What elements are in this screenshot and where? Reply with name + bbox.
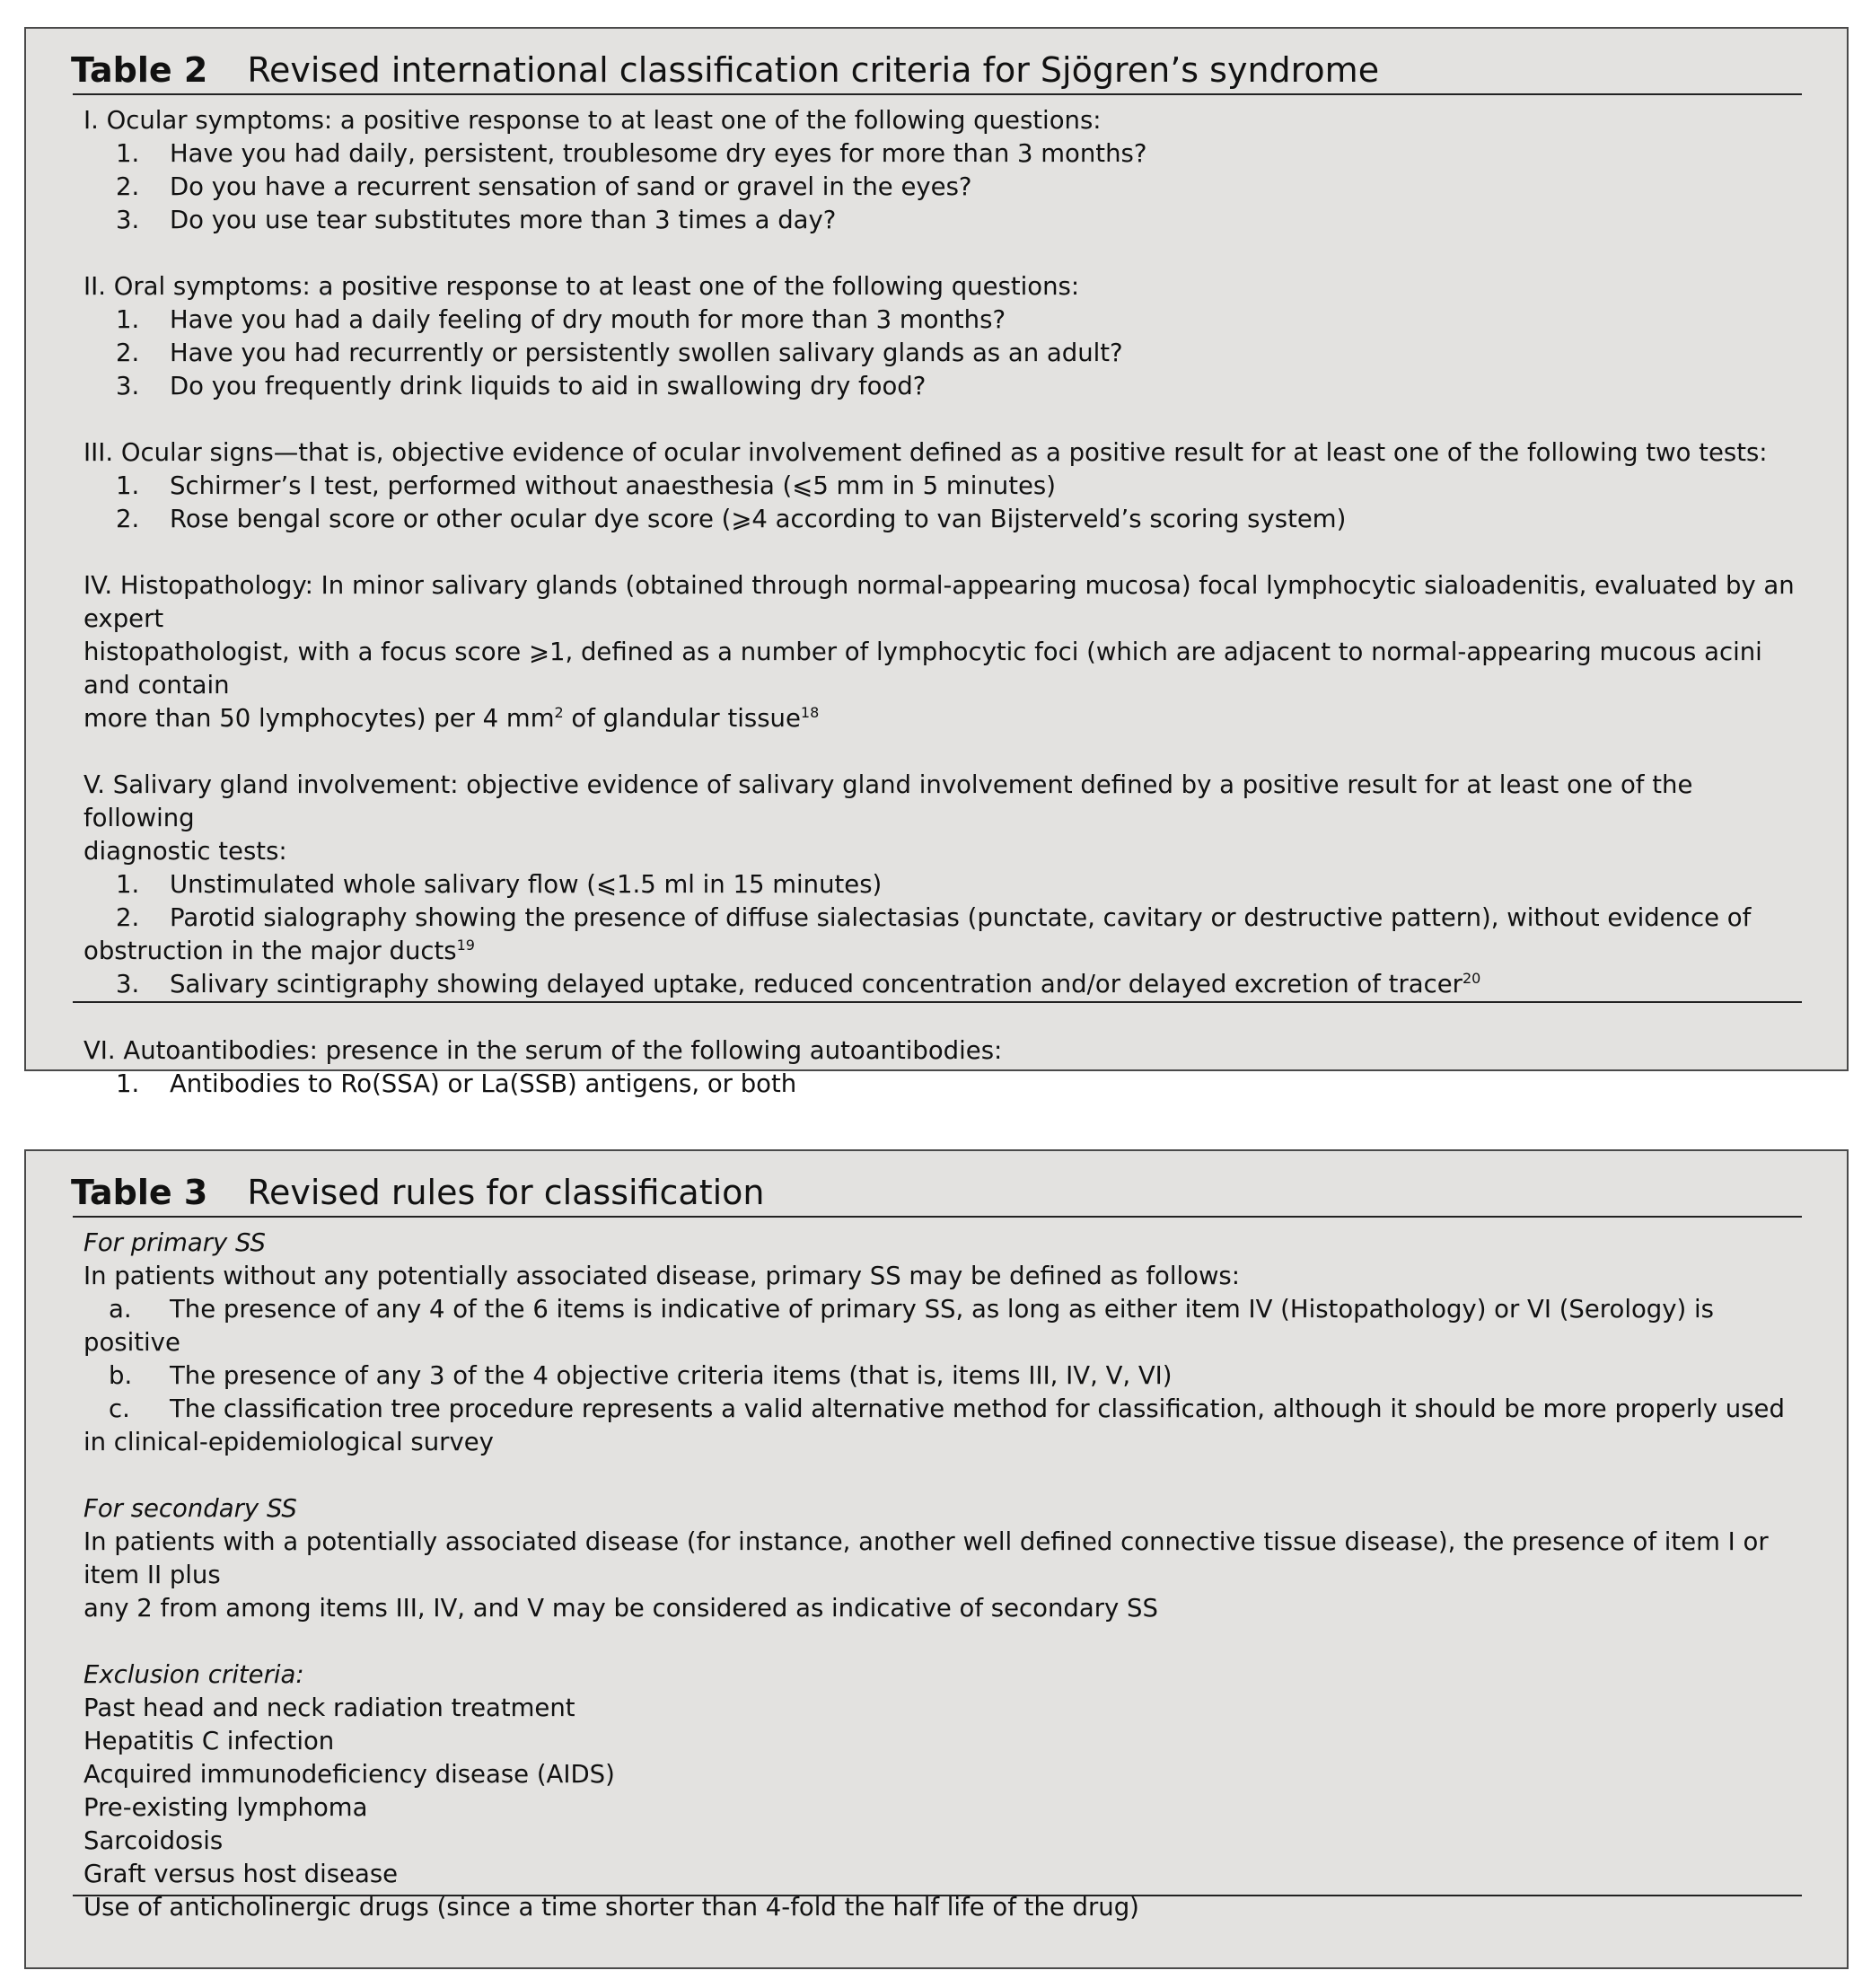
section-text: diagnostic tests: [83, 837, 287, 866]
list-item-continuation: positive [83, 1328, 180, 1357]
list-item: 2. Parotid sialography showing the presence of diffuse sialectasias (punctate, cavitary or destructive pattern), without evidence of [116, 903, 1752, 932]
list-item: 1. Have you had a daily feeling of dry mouth for more than 3 months? [116, 305, 1006, 334]
list-item: 3. Salivary scintigraphy showing delayed uptake, reduced concentration and/or delayed excretion of tracer$^{20}$ [116, 970, 1481, 998]
section-text: any 2 from among items III, IV, and V may be considered as indicative of secondary SS [83, 1594, 1158, 1623]
exclusion-item: Hepatitis C infection [83, 1727, 335, 1755]
section-heading: III. Ocular signs—that is, objective evidence of ocular involvement defined as a positive result for at least one of the following two tests: [83, 438, 1768, 467]
bottom-rule [73, 1895, 1802, 1896]
section-heading: VI. Autoantibodies: presence in the serum of the following autoantibodies: [83, 1036, 1003, 1065]
table-2-box [24, 27, 1849, 1098]
table-2-body [83, 104, 1796, 1101]
list-item-continuation: in clinical-epidemiological survey [83, 1428, 494, 1456]
list-item: 1. Schirmer’s I test, performed without anaesthesia (⩽5 mm in 5 minutes) [116, 471, 1056, 500]
table-3-body [83, 1227, 1796, 1924]
section-heading: II. Oral symptoms: a positive response to at least one of the following questions: [83, 272, 1080, 301]
section-text: more than 50 lymphocytes) per 4 $mm^2$ of glandular tissue$^{18}$ [83, 704, 820, 733]
exclusion-item: Use of anticholinergic drugs (since a time shorter than 4-fold the half life of the drug) [83, 1893, 1139, 1922]
bottom-rule [73, 1001, 1802, 1003]
reference-marker: 20 [1462, 970, 1481, 987]
list-item: 1. Antibodies to Ro(SSA) or La(SSB) antigens, or both [116, 1069, 797, 1098]
list-item: b. The presence of any 3 of the 4 objective criteria items (that is, items III, IV, V, VI) [109, 1361, 1173, 1390]
table-caption [71, 1166, 765, 1219]
list-item: 1. Unstimulated whole salivary flow (⩽1.5 ml in 15 minutes) [116, 870, 883, 899]
exclusion-item: Past head and neck radiation treatment [83, 1693, 575, 1722]
list-item-continuation: obstruction in the major ducts$^{19}$ [83, 937, 475, 965]
exclusion-item: Pre-existing lymphoma [83, 1793, 368, 1822]
list-item: 3. Do you use tear substitutes more than 3 times a day? [116, 206, 837, 234]
table-caption [71, 43, 1379, 97]
section-heading: Exclusion criteria: [83, 1660, 304, 1689]
caption-rule [73, 1216, 1802, 1218]
table-number: Table 3 [71, 1173, 208, 1212]
list-item: 2. Do you have a recurrent sensation of sand or gravel in the eyes? [116, 172, 972, 201]
section-heading: I. Ocular symptoms: a positive response to at least one of the following questions: [83, 106, 1102, 135]
section-text: In patients with a potentially associated disease (for instance, another well defined connective tissue disease), the presence of item I or item II plus [83, 1527, 1769, 1589]
section-heading: For primary SS [83, 1228, 266, 1257]
exclusion-item: Sarcoidosis [83, 1826, 224, 1855]
list-item: a. The presence of any 4 of the 6 items is indicative of primary SS, as long as either item IV (Histopathology) or VI (Serology) is [109, 1295, 1714, 1324]
section-heading: For secondary SS [83, 1494, 297, 1523]
section-text: V. Salivary gland involvement: objective evidence of salivary gland involvement defined by a positive result for at least one of the following [83, 770, 1693, 832]
section-text: IV. Histopathology: In minor salivary glands (obtained through normal-appearing mucosa) focal lymphocytic sialoadenitis, evaluated by an expert [83, 571, 1795, 633]
table-number: Table 2 [71, 50, 208, 90]
reference-marker: 18 [800, 704, 820, 721]
table-3-box [24, 1149, 1849, 1969]
list-item: 1. Have you had daily, persistent, troublesome dry eyes for more than 3 months? [116, 139, 1147, 168]
list-item: 2. Have you had recurrently or persistently swollen salivary glands as an adult? [116, 339, 1123, 367]
reference-marker: 19 [456, 937, 475, 954]
list-item: c. The classification tree procedure represents a valid alternative method for classification, although it should be more properly used [109, 1394, 1785, 1423]
exclusion-item: Graft versus host disease [83, 1860, 399, 1888]
list-item: 3. Do you frequently drink liquids to aid in swallowing dry food? [116, 372, 927, 400]
list-item: 2. Rose bengal score or other ocular dye score (⩾4 according to van Bijsterveld’s scoring system) [116, 505, 1347, 533]
caption-rule [73, 93, 1802, 95]
section-text: histopathologist, with a focus score ⩾1, defined as a number of lymphocytic foci (which are adjacent to normal-appearing mucous acini and contain [83, 638, 1762, 699]
table-title: Revised rules for classification [247, 1173, 765, 1212]
table-title: Revised international classification criteria for Sjögren’s syndrome [247, 50, 1380, 90]
section-text: In patients without any potentially associated disease, primary SS may be defined as follows: [83, 1262, 1241, 1290]
exclusion-item: Acquired immunodeficiency disease (AIDS) [83, 1760, 615, 1789]
